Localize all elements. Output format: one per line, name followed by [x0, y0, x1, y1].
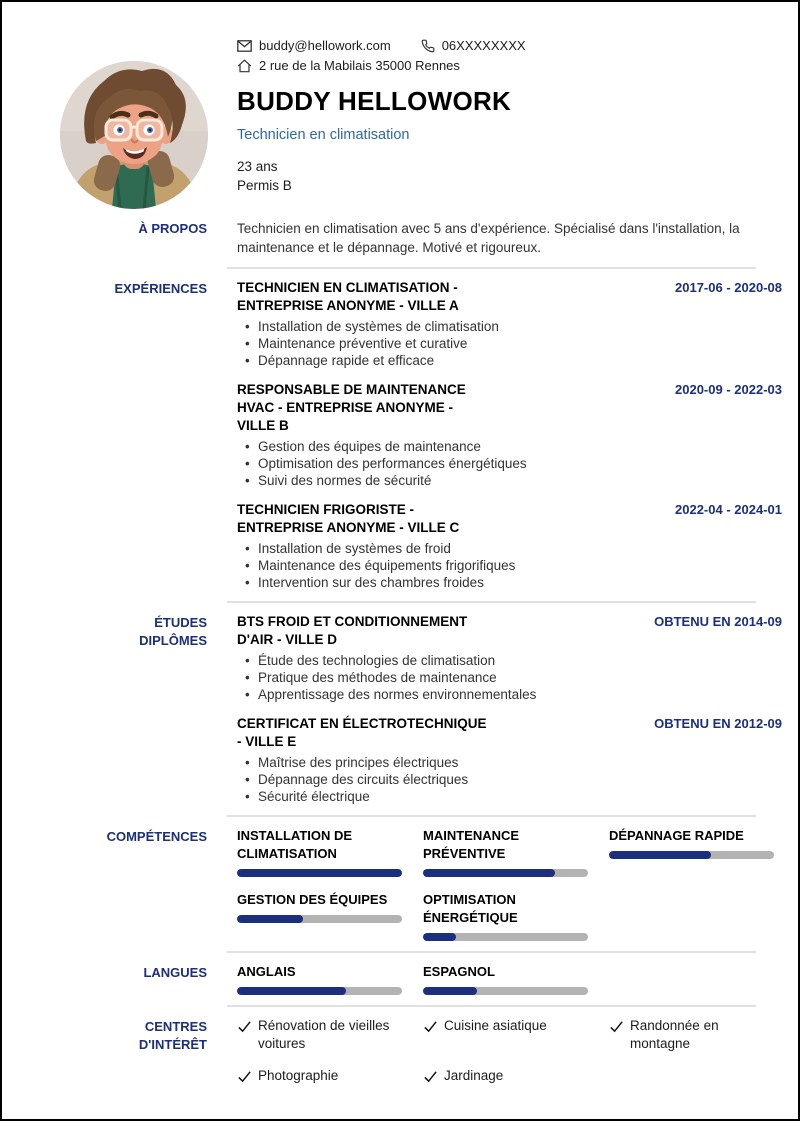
bullet-item: • Gestion des équipes de maintenance: [237, 438, 782, 455]
about-text: Technicien en climatisation avec 5 ans d'expérience. Spécialisé dans l'installation, la maintenance et le dépannage. Motivé et rigoureux.: [237, 221, 740, 255]
bullet-item: • Apprentissage des normes environnementales: [237, 686, 782, 703]
section-label-skills: COMPÉTENCES: [106, 829, 207, 844]
bullet-item: • Étude des technologies de climatisation: [237, 652, 782, 669]
education-label-line1: ÉTUDES: [154, 615, 207, 630]
section-experiences: [42, 279, 782, 591]
education-item: [237, 613, 782, 703]
phone-icon: [421, 39, 435, 53]
interests-label-line2: D'INTÉRÊT: [138, 1037, 207, 1052]
cv-header: [2, 2, 798, 195]
language-bar-track: [423, 987, 588, 995]
bullet-item: • Installation de systèmes de climatisation: [237, 318, 782, 335]
bullet-item: • Pratique des méthodes de maintenance: [237, 669, 782, 686]
skill-item: [423, 891, 596, 941]
experience-bullet-list: [237, 540, 782, 591]
interest-label: Cuisine asiatique: [444, 1018, 547, 1033]
languages-grid: [237, 963, 782, 995]
contact-address: [237, 56, 460, 76]
cv-body: [2, 219, 798, 1089]
section-label-experiences: EXPÉRIENCES: [114, 281, 207, 296]
interest-item: [237, 1067, 410, 1089]
bullet-item: • Installation de systèmes de froid: [237, 540, 782, 557]
bullet-item: • Dépannage des circuits électriques: [237, 771, 782, 788]
experience-bullet-list: [237, 318, 782, 369]
experience-title: TECHNICIEN EN CLIMATISATION - ENTREPRISE ANONYME - VILLE A: [237, 280, 459, 313]
bullet-item: • Intervention sur des chambres froides: [237, 574, 782, 591]
skill-bar-track: [609, 851, 774, 859]
bullet-item: • Dépannage rapide et efficace: [237, 352, 782, 369]
skill-bar-fill: [423, 869, 555, 877]
bullet-item: • Maintenance préventive et curative: [237, 335, 782, 352]
education-title: CERTIFICAT EN ÉLECTROTECHNIQUE - VILLE E: [237, 716, 487, 749]
education-header: [237, 613, 782, 649]
bullet-item: • Maintenance des équipements frigorifiques: [237, 557, 782, 574]
skill-item: [237, 827, 410, 877]
section-label-interests: [42, 1017, 207, 1054]
language-item: [237, 963, 410, 995]
candidate-age: 23 ans: [237, 159, 278, 174]
education-date: OBTENU EN 2012-09: [654, 716, 782, 731]
section-label-about: À PROPOS: [138, 221, 207, 236]
section-divider: [227, 601, 756, 603]
experience-item: [237, 279, 782, 369]
education-item: [237, 715, 782, 805]
bullet-item: • Maîtrise des principes électriques: [237, 754, 782, 771]
envelope-icon: [237, 40, 252, 52]
section-education: [42, 613, 782, 805]
experience-title: TECHNICIEN FRIGORISTE - ENTREPRISE ANONYME - VILLE C: [237, 502, 460, 535]
experience-date: 2017-06 - 2020-08: [675, 280, 782, 295]
education-title: BTS FROID ET CONDITIONNEMENT D'AIR - VILLE D: [237, 614, 468, 647]
interest-label: Photographie: [258, 1068, 339, 1083]
interests-grid: [237, 1017, 782, 1089]
skill-label: INSTALLATION DE CLIMATISATION: [237, 828, 353, 861]
education-bullet-list: [237, 754, 782, 805]
interest-label: Rénovation de vieilles voitures: [258, 1018, 390, 1051]
experience-header: [237, 279, 782, 315]
experience-item: [237, 381, 782, 489]
section-about: [42, 219, 782, 257]
section-divider: [227, 1005, 756, 1007]
check-icon: [237, 1069, 252, 1089]
section-skills: [42, 827, 782, 941]
contact-row-2: [237, 56, 782, 76]
interest-item: [423, 1017, 596, 1039]
address-text: 2 rue de la Mabilais 35000 Rennes: [259, 58, 460, 73]
skill-label: OPTIMISATION ÉNERGÉTIQUE: [423, 892, 518, 925]
bullet-item: • Suivi des normes de sécurité: [237, 472, 782, 489]
skill-bar-track: [423, 869, 588, 877]
skill-bar-track: [423, 933, 588, 941]
check-icon: [423, 1069, 438, 1089]
check-icon: [609, 1019, 624, 1053]
language-bar-fill: [237, 987, 346, 995]
skill-bar-fill: [237, 869, 402, 877]
experience-header: [237, 381, 782, 435]
interest-item: [609, 1017, 782, 1053]
avatar: [60, 61, 208, 209]
skill-bar-fill: [609, 851, 711, 859]
interest-item: [423, 1067, 596, 1089]
experience-date: 2020-09 - 2022-03: [675, 382, 782, 397]
email-text: buddy@hellowork.com: [259, 38, 391, 53]
section-divider: [227, 951, 756, 953]
avatar-illustration: [60, 61, 208, 209]
phone-text: 06XXXXXXXX: [441, 38, 526, 53]
candidate-meta: [237, 157, 782, 195]
contact-email: [237, 36, 391, 56]
candidate-license: Permis B: [237, 178, 292, 193]
section-interests: [42, 1017, 782, 1089]
candidate-job-title: Technicien en climatisation: [237, 127, 410, 143]
language-bar-fill: [423, 987, 477, 995]
bullet-item: • Optimisation des performances énergétiques: [237, 455, 782, 472]
section-label-languages: LANGUES: [143, 965, 207, 980]
experience-date: 2022-04 - 2024-01: [675, 502, 782, 517]
skill-bar-track: [237, 869, 402, 877]
candidate-name: BUDDY HELLOWORK: [237, 86, 512, 116]
education-list: [237, 613, 782, 805]
interests-label-line1: CENTRES: [144, 1019, 207, 1034]
interest-item: [237, 1017, 410, 1053]
check-icon: [237, 1019, 252, 1053]
home-icon: [237, 59, 252, 73]
interest-label: Jardinage: [444, 1068, 504, 1083]
language-label: ANGLAIS: [237, 964, 296, 979]
language-label: ESPAGNOL: [423, 964, 495, 979]
education-header: [237, 715, 782, 751]
section-label-education: [42, 613, 207, 650]
skill-bar-fill: [423, 933, 456, 941]
skill-label: DÉPANNAGE RAPIDE: [609, 828, 744, 843]
language-bar-track: [237, 987, 402, 995]
experience-header: [237, 501, 782, 537]
skill-bar-track: [237, 915, 402, 923]
skill-item: [423, 827, 596, 877]
skill-item: [237, 891, 410, 923]
language-item: [423, 963, 596, 995]
skill-item: [609, 827, 782, 859]
education-bullet-list: [237, 652, 782, 703]
bullet-item: • Sécurité électrique: [237, 788, 782, 805]
contact-phone: [421, 36, 526, 56]
skills-grid: [237, 827, 782, 941]
section-divider: [227, 267, 756, 269]
section-divider: [227, 815, 756, 817]
education-date: OBTENU EN 2014-09: [654, 614, 782, 629]
experiences-list: [237, 279, 782, 591]
skill-bar-fill: [237, 915, 303, 923]
skill-label: MAINTENANCE PRÉVENTIVE: [423, 828, 520, 861]
skill-label: GESTION DES ÉQUIPES: [237, 892, 388, 907]
interest-label: Randonnée en montagne: [630, 1018, 719, 1051]
experience-bullet-list: [237, 438, 782, 489]
education-label-line2: DIPLÔMES: [139, 633, 207, 648]
experience-item: [237, 501, 782, 591]
section-languages: [42, 963, 782, 995]
check-icon: [423, 1019, 438, 1039]
experience-title: RESPONSABLE DE MAINTENANCE HVAC - ENTREPRISE ANONYME - VILLE B: [237, 382, 466, 433]
contact-row-1: [237, 36, 782, 56]
